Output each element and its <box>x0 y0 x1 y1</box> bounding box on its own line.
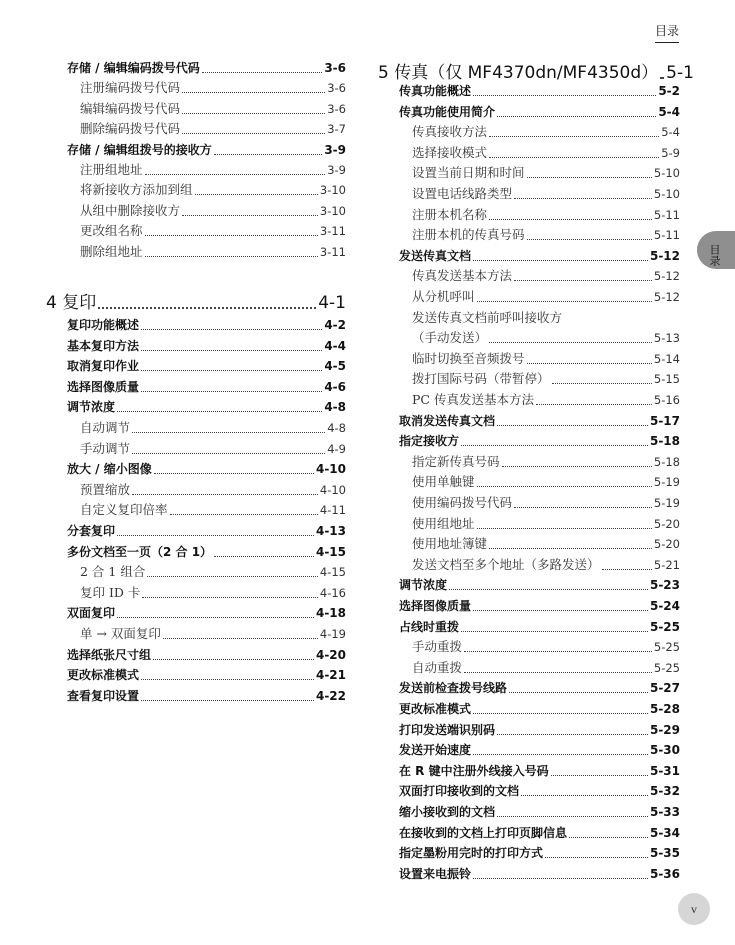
toc-entry-title: （手动发送） <box>412 330 488 346</box>
dot-leader <box>214 556 314 557</box>
toc-entry[interactable] <box>46 498 346 518</box>
toc-entry-page: 5-36 <box>649 866 680 881</box>
toc-entry[interactable] <box>378 388 680 408</box>
toc-entry-title: 多份文档至一页（2 合 1） <box>67 544 213 559</box>
dot-leader <box>497 734 648 735</box>
toc-entry-page: 5-28 <box>649 702 680 716</box>
toc-entry[interactable] <box>46 540 346 560</box>
dot-leader <box>202 72 323 73</box>
toc-entry-page: 5-19 <box>653 475 680 490</box>
toc-entry-page: 4-6 <box>324 379 346 394</box>
dot-leader <box>497 116 656 117</box>
dot-leader <box>117 617 314 618</box>
toc-entry-page: 4-21 <box>315 668 346 683</box>
toc-entry[interactable] <box>46 117 346 137</box>
dot-leader <box>514 198 652 199</box>
toc-entry-title: 选择图像质量 <box>399 599 472 613</box>
toc-entry-title: 注册组地址 <box>80 162 143 177</box>
toc-entry-title: 更改标准模式 <box>67 668 140 683</box>
dot-leader <box>521 795 648 796</box>
toc-entry-page: 5-10 <box>653 166 680 181</box>
dot-leader <box>527 177 652 178</box>
toc-entry-title: 编辑编码拨号代码 <box>80 100 181 116</box>
toc-entry-title: 在接收到的文档上打印页脚信息 <box>399 825 568 840</box>
toc-entry-title: 占线时重拨 <box>399 619 460 634</box>
toc-entry[interactable] <box>46 581 346 601</box>
toc-entry-title: 使用组地址 <box>412 515 475 531</box>
toc-entry-page: 5-4 <box>658 104 680 119</box>
dot-leader <box>477 528 652 529</box>
toc-entry-title: 注册编码拨号代码 <box>80 80 181 96</box>
toc-entry-title: 发送开始速度 <box>399 743 472 758</box>
dot-leader <box>145 256 318 257</box>
toc-entry[interactable] <box>46 663 346 683</box>
toc-entry-title: 更改标准模式 <box>399 702 472 716</box>
dot-leader <box>141 350 322 351</box>
toc-entry-page: 3-7 <box>327 122 346 137</box>
dot-leader <box>182 113 325 114</box>
toc-entry[interactable] <box>378 615 680 635</box>
toc-entry-title: 存储 / 编辑编码拨号代码 <box>67 61 200 75</box>
dot-leader <box>514 507 652 508</box>
toc-entry[interactable] <box>378 779 680 799</box>
toc-entry-title: 指定新传真号码 <box>412 453 500 469</box>
toc-entry-title: 手动调节 <box>80 440 131 456</box>
toc-entry-page: 5-13 <box>653 331 680 346</box>
toc-entry-page: 3-6 <box>327 101 346 116</box>
toc-entry-page: 4-20 <box>315 647 346 662</box>
toc-entry-title: 调节浓度 <box>399 578 448 593</box>
toc-entry[interactable] <box>378 718 680 738</box>
dot-leader <box>464 672 652 673</box>
toc-entry[interactable] <box>378 553 680 573</box>
dot-leader <box>195 194 318 195</box>
toc-entry-title: 基本复印方法 <box>67 338 140 353</box>
toc-entry-page: 4-2 <box>324 318 346 332</box>
toc-entry[interactable] <box>378 841 680 861</box>
toc-entry-page: 4-11 <box>319 503 346 518</box>
toc-entry-title: 取消发送传真文档 <box>399 413 496 428</box>
toc-entry[interactable] <box>378 161 680 181</box>
dot-leader <box>509 692 648 693</box>
dot-leader <box>449 589 648 590</box>
toc-entry-page: 3-9 <box>324 142 346 157</box>
toc-entry[interactable] <box>46 684 346 704</box>
dot-leader <box>477 301 652 302</box>
toc-entry[interactable] <box>46 138 346 158</box>
toc-entry-title: 4 复印 <box>46 293 97 313</box>
toc-entry[interactable] <box>46 601 346 621</box>
toc-entry-title: 拨打国际号码（带暂停） <box>412 371 550 387</box>
toc-entry[interactable] <box>46 457 346 477</box>
toc-entry-page: 4-18 <box>315 606 346 621</box>
toc-entry-title: 打印发送端识别码 <box>399 722 496 737</box>
toc-entry-page: 5-2 <box>658 84 680 98</box>
dot-leader <box>473 754 648 755</box>
toc-entry-title: 发送前检查拨号线路 <box>399 681 508 696</box>
toc-entry-page: 4-16 <box>319 585 346 600</box>
toc-entry[interactable] <box>378 573 680 593</box>
dot-leader <box>514 280 652 281</box>
toc-entry-title: 传真功能使用简介 <box>399 104 496 119</box>
toc-entry-page: 5-11 <box>653 228 680 243</box>
toc-entry-page: 5-29 <box>649 722 680 737</box>
toc-entry[interactable] <box>378 285 680 305</box>
toc-entry-title: 发送文档至多个地址（多路发送） <box>412 556 600 572</box>
toc-entry-title: 自定义复印倍率 <box>80 502 168 518</box>
toc-entry[interactable] <box>378 491 680 511</box>
toc-entry-title: 使用地址簿键 <box>412 536 488 552</box>
toc-entry-page: 4-19 <box>319 627 346 641</box>
toc-entry-page: 4-5 <box>324 359 346 374</box>
dot-leader <box>461 445 648 446</box>
dot-leader <box>489 342 652 343</box>
toc-entry-title: 单 → 双面复印 <box>80 626 161 641</box>
toc-entry-page: 5-12 <box>649 248 680 263</box>
toc-entry-page: 5-34 <box>649 825 680 840</box>
toc-entry-page: 5-27 <box>649 681 680 696</box>
toc-entry[interactable] <box>378 367 680 387</box>
toc-entry-page: 5-25 <box>649 619 680 634</box>
toc-entry-page: 5-24 <box>649 599 680 613</box>
toc-entry-title: 传真接收方法 <box>412 124 488 140</box>
toc-entry-title: 指定接收方 <box>399 434 460 449</box>
toc-entry-title: 双面复印 <box>67 606 116 621</box>
dot-leader <box>527 239 652 240</box>
toc-entry-title: 从组中删除接收方 <box>80 202 181 218</box>
toc-entry-title: 复印 ID 卡 <box>80 584 141 600</box>
dot-leader <box>141 391 322 392</box>
dot-leader <box>182 92 325 93</box>
toc-entry[interactable] <box>378 800 680 820</box>
toc-entry-title: 选择纸张尺寸组 <box>67 647 152 662</box>
toc-entry-title: 调节浓度 <box>67 400 116 415</box>
dot-leader <box>141 679 314 680</box>
toc-entry[interactable] <box>378 512 680 532</box>
toc-entry-page: 5-25 <box>653 640 680 655</box>
toc-entry-title: 选择接收模式 <box>412 144 488 160</box>
dot-leader <box>153 659 314 660</box>
toc-entry[interactable] <box>378 306 680 326</box>
toc-entry-title: 2 合 1 组合 <box>80 564 146 580</box>
dot-leader <box>142 597 317 598</box>
toc-entry-page: 5-20 <box>653 516 680 531</box>
dot-leader <box>473 878 648 879</box>
toc-entry[interactable] <box>46 219 346 239</box>
toc-entry[interactable] <box>378 635 680 655</box>
toc-entry-title: 注册本机名称 <box>412 206 488 222</box>
dot-leader <box>489 548 652 549</box>
toc-entry-title: 删除组地址 <box>80 243 143 259</box>
toc-entry-page: 4-15 <box>315 544 346 559</box>
toc-entry-title: 存储 / 编辑组拨号的接收方 <box>67 142 212 157</box>
dot-leader <box>473 260 648 261</box>
toc-entry-page: 3-10 <box>319 203 346 218</box>
header-title: 目录 <box>654 24 679 38</box>
toc-entry[interactable] <box>46 313 346 333</box>
toc-entry[interactable] <box>46 560 346 580</box>
toc-entry[interactable] <box>378 759 680 779</box>
toc-entry-title: 传真功能概述 <box>399 84 472 98</box>
toc-entry[interactable] <box>46 158 346 178</box>
dot-leader <box>552 383 652 384</box>
toc-entry-page: 4-9 <box>327 441 346 456</box>
toc-entry-page: 5-10 <box>653 187 680 201</box>
toc-entry[interactable] <box>46 416 346 436</box>
toc-entry[interactable] <box>378 409 680 429</box>
toc-entry-page: 3-6 <box>324 61 346 75</box>
toc-entry-title: 复印功能概述 <box>67 318 140 332</box>
toc-entry-title: 查看复印设置 <box>67 688 140 703</box>
toc-entry-page: 5-18 <box>653 454 680 469</box>
dot-leader <box>545 857 648 858</box>
page-number: v <box>678 893 710 925</box>
toc-entry[interactable] <box>378 862 680 882</box>
toc-entry[interactable] <box>46 178 346 198</box>
dot-leader <box>536 404 652 405</box>
toc-entry-page: 5-9 <box>661 145 680 160</box>
toc-entry-page: 4-4 <box>324 338 346 353</box>
toc-entry[interactable] <box>46 478 346 498</box>
toc-entry-page: 3-6 <box>327 81 346 96</box>
dot-leader <box>527 363 652 364</box>
toc-entry[interactable] <box>378 182 680 202</box>
dot-leader <box>154 473 314 474</box>
dot-leader <box>214 154 323 155</box>
toc-entry[interactable] <box>378 656 680 676</box>
side-tab-label: 目录 <box>708 244 721 266</box>
toc-entry-title: 注册本机的传真号码 <box>412 227 525 243</box>
dot-leader <box>569 837 648 838</box>
toc-entry[interactable] <box>378 100 680 120</box>
dot-leader <box>473 95 656 96</box>
toc-entry[interactable] <box>378 697 680 717</box>
dot-leader <box>182 215 318 216</box>
dot-leader <box>147 576 318 577</box>
toc-entry-page: 5-17 <box>649 413 680 428</box>
toc-entry-title: 选择图像质量 <box>67 379 140 394</box>
toc-entry-title: 将新接收方添加到组 <box>80 182 193 198</box>
dot-leader <box>602 569 652 570</box>
toc-entry-title: 从分机呼叫 <box>412 289 475 304</box>
toc-entry-title: 预置缩放 <box>80 481 131 497</box>
toc-entry[interactable] <box>378 450 680 470</box>
dot-leader <box>497 816 648 817</box>
toc-entry-title: 删除编码拨号代码 <box>80 121 181 137</box>
dot-leader <box>489 136 659 137</box>
toc-entry-title: 使用单触键 <box>412 474 475 490</box>
dot-leader <box>170 514 318 515</box>
toc-entry[interactable] <box>378 264 680 284</box>
toc-entry[interactable] <box>46 56 346 76</box>
dot-leader <box>145 174 326 175</box>
toc-entry[interactable] <box>378 738 680 758</box>
dot-leader <box>464 651 652 652</box>
dot-leader <box>182 133 325 134</box>
toc-entry-title: 在 R 键中注册外线接入号码 <box>399 763 549 778</box>
toc-entry-title: 缩小接收到的文档 <box>399 805 496 819</box>
dot-leader <box>473 610 648 611</box>
dot-leader <box>477 486 652 487</box>
toc-entry[interactable] <box>378 223 680 243</box>
dot-leader <box>141 329 322 330</box>
dot-leader <box>141 700 314 701</box>
dot-leader <box>163 638 318 639</box>
toc-entry-page: 5-30 <box>649 743 680 758</box>
toc-entry-title: 设置当前日期和时间 <box>412 165 525 181</box>
toc-entry-title: 使用编码拨号代码 <box>412 495 513 510</box>
toc-entry-title: 手动重拨 <box>412 639 463 655</box>
toc-entry-page: 3-10 <box>319 183 346 198</box>
toc-entry-title: PC 传真发送基本方法 <box>412 392 534 407</box>
toc-entry-title: 放大 / 缩小图像 <box>67 462 152 477</box>
toc-entry-page: 5-21 <box>653 557 680 572</box>
toc-entry-page: 4-8 <box>327 421 346 435</box>
toc-entry[interactable] <box>378 532 680 552</box>
dot-leader <box>98 307 316 309</box>
toc-entry-page: 4-22 <box>315 688 346 703</box>
toc-entry-page: 5-14 <box>653 351 680 366</box>
dot-leader <box>117 411 322 412</box>
toc-entry-page: 5-16 <box>653 393 680 407</box>
toc-entry[interactable] <box>378 594 680 614</box>
toc-entry-page: 5-23 <box>649 578 680 593</box>
dot-leader <box>551 775 648 776</box>
toc-entry-page: 5-11 <box>653 207 680 222</box>
toc-entry-title: 取消复印作业 <box>67 359 140 374</box>
toc-entry-page: 5-25 <box>653 660 680 675</box>
toc-entry[interactable] <box>378 429 680 449</box>
toc-entry[interactable] <box>378 470 680 490</box>
toc-entry[interactable] <box>378 141 680 161</box>
toc-entry-title: 设置电话线路类型 <box>412 186 513 201</box>
toc-entry-title: 双面打印接收到的文档 <box>399 784 520 799</box>
toc-chapter-heading[interactable] <box>46 288 346 314</box>
toc-entry-page: 5-31 <box>649 763 680 778</box>
toc-entry-title: 设置来电振铃 <box>399 866 472 881</box>
toc-entry-title: 临时切换至音频拨号 <box>412 350 525 366</box>
toc-entry-title: 发送传真文档 <box>399 248 472 263</box>
toc-entry-title: 分套复印 <box>67 524 116 538</box>
dot-leader <box>473 713 648 714</box>
toc-entry-page: 5-12 <box>653 290 680 304</box>
toc-entry[interactable] <box>378 203 680 223</box>
toc-entry-page: 5-33 <box>649 805 680 819</box>
dot-leader <box>132 494 318 495</box>
toc-entry-title: 传真发送基本方法 <box>412 268 513 284</box>
toc-entry-page: 4-10 <box>319 482 346 497</box>
toc-entry-page: 5-35 <box>649 846 680 861</box>
toc-entry-title: 自动调节 <box>80 420 131 435</box>
toc-entry[interactable] <box>378 821 680 841</box>
toc-entry[interactable] <box>46 97 346 117</box>
toc-entry-page: 3-11 <box>319 224 346 239</box>
toc-entry[interactable] <box>378 326 680 346</box>
toc-entry-title: 自动重拨 <box>412 659 463 675</box>
dot-leader <box>489 219 652 220</box>
dot-leader <box>497 425 648 426</box>
toc-entry-page: 4-15 <box>319 565 346 580</box>
toc-entry[interactable] <box>46 519 346 539</box>
toc-entry-title: 更改组名称 <box>80 223 143 239</box>
toc-entry[interactable] <box>46 354 346 374</box>
dot-leader <box>117 535 314 536</box>
header-rule <box>655 42 679 43</box>
toc-entry[interactable] <box>378 120 680 140</box>
toc-entry-title: 5 传真（仅 MF4370dn/MF4350d） <box>378 63 659 83</box>
toc-entry[interactable] <box>46 643 346 663</box>
toc-entry[interactable] <box>378 347 680 367</box>
toc-entry-page: 5-4 <box>661 125 680 140</box>
toc-entry-page: 5-18 <box>649 434 680 449</box>
dot-leader <box>145 235 318 236</box>
dot-leader <box>132 453 325 454</box>
toc-entry-page: 5-15 <box>653 372 680 387</box>
toc-entry-page: 4-13 <box>315 524 346 538</box>
toc-entry-page: 4-10 <box>315 462 346 477</box>
toc-entry-page: 5-20 <box>653 537 680 552</box>
toc-entry-page: 3-9 <box>327 163 346 177</box>
dot-leader <box>489 157 659 158</box>
toc-entry-title: 发送传真文档前呼叫接收方 <box>412 309 563 325</box>
dot-leader <box>461 631 648 632</box>
toc-entry[interactable] <box>46 240 346 260</box>
toc-entry-title: 指定墨粉用完时的打印方式 <box>399 846 544 861</box>
toc-entry[interactable] <box>46 375 346 395</box>
dot-leader <box>141 370 322 371</box>
toc-entry[interactable] <box>46 437 346 457</box>
toc-entry-page: 3-11 <box>319 244 346 259</box>
toc-entry[interactable] <box>46 622 346 642</box>
toc-entry[interactable] <box>378 79 680 99</box>
toc-entry[interactable] <box>46 76 346 96</box>
toc-entry[interactable] <box>378 244 680 264</box>
toc-entry-page: 4-8 <box>324 400 346 415</box>
toc-entry-page: 5-19 <box>653 496 680 510</box>
dot-leader <box>502 466 652 467</box>
toc-entry[interactable] <box>378 676 680 696</box>
toc-entry[interactable] <box>46 334 346 354</box>
toc-entry[interactable] <box>46 395 346 415</box>
toc-entry-page: 4-1 <box>318 293 346 313</box>
dot-leader <box>132 432 325 433</box>
toc-entry-page: 5-32 <box>649 784 680 799</box>
toc-entry[interactable] <box>46 199 346 219</box>
toc-entry-page: 5-12 <box>653 269 680 284</box>
toc-entry-page: 5-1 <box>666 63 694 83</box>
